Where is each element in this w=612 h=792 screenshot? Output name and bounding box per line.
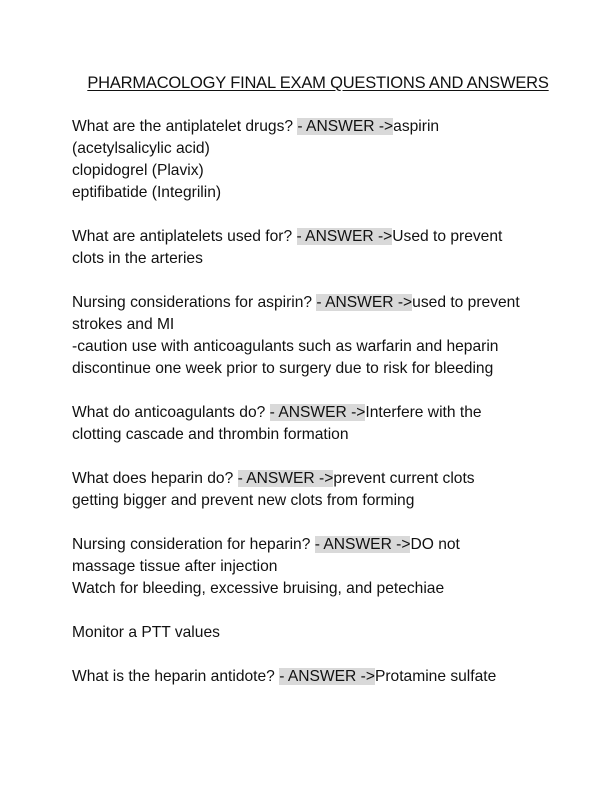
answer-tag: - ANSWER ->: [296, 228, 393, 245]
answer-tag: - ANSWER ->: [269, 404, 366, 421]
answer-text: used to prevent: [412, 294, 520, 311]
question-text: What are antiplatelets used for?: [72, 228, 297, 245]
qa-item-heparin-antidote: [72, 666, 552, 688]
answer-tag: - ANSWER ->: [297, 118, 394, 135]
answer-line: massage tissue after injection: [72, 558, 278, 575]
question-text: Nursing considerations for aspirin?: [72, 294, 317, 311]
qa-first-line: [72, 402, 552, 424]
answer-line: eptifibatide (Integrilin): [72, 184, 222, 201]
qa-item-aspirin-nursing: [72, 292, 552, 380]
answer-text: prevent current clots: [333, 470, 475, 487]
qa-first-line: [72, 534, 552, 556]
answer-text: DO not: [410, 536, 460, 553]
answer-line: clotting cascade and thrombin formation: [72, 426, 349, 443]
answer-line: Watch for bleeding, excessive bruising, and petechiae: [72, 580, 445, 597]
qa-item-anticoagulants: [72, 402, 552, 446]
answer-line: clots in the arteries: [72, 250, 203, 267]
qa-item-heparin-nursing: [72, 534, 552, 600]
qa-item-heparin-action: [72, 468, 552, 512]
qa-item-antiplatelets-use: [72, 226, 552, 270]
answer-text: Protamine sulfate: [374, 668, 497, 685]
question-text: What is the heparin antidote?: [72, 668, 280, 685]
answer-line: getting bigger and prevent new clots from forming: [72, 492, 415, 509]
qa-first-line: [72, 116, 552, 138]
plain-note: [72, 622, 552, 644]
question-text: Nursing consideration for heparin?: [72, 536, 315, 553]
qa-first-line: [72, 226, 552, 248]
answer-tag: - ANSWER ->: [316, 294, 413, 311]
question-text: What does heparin do?: [72, 470, 238, 487]
answer-text: aspirin: [393, 118, 440, 135]
qa-item-antiplatelet-drugs: [72, 116, 552, 204]
question-text: What are the antiplatelet drugs?: [72, 118, 298, 135]
qa-first-line: [72, 468, 552, 490]
answer-tag: - ANSWER ->: [237, 470, 334, 487]
note-text: Monitor a PTT values: [72, 624, 220, 641]
question-text: What do anticoagulants do?: [72, 404, 270, 421]
answer-line: clopidogrel (Plavix): [72, 162, 204, 179]
answer-line: -caution use with anticoagulants such as warfarin and heparin: [72, 338, 499, 355]
answer-text: Used to prevent: [392, 228, 503, 245]
answer-text: Interfere with the: [365, 404, 482, 421]
page-title: PHARMACOLOGY FINAL EXAM QUESTIONS AND ANSWERS: [87, 74, 549, 92]
qa-first-line: [72, 666, 552, 688]
answer-line: strokes and MI: [72, 316, 175, 333]
answer-tag: - ANSWER ->: [314, 536, 411, 553]
answer-tag: - ANSWER ->: [279, 668, 375, 685]
answer-line: (acetylsalicylic acid): [72, 140, 210, 157]
answer-line: discontinue one week prior to surgery due to risk for bleeding: [72, 360, 494, 377]
qa-first-line: [72, 292, 552, 314]
